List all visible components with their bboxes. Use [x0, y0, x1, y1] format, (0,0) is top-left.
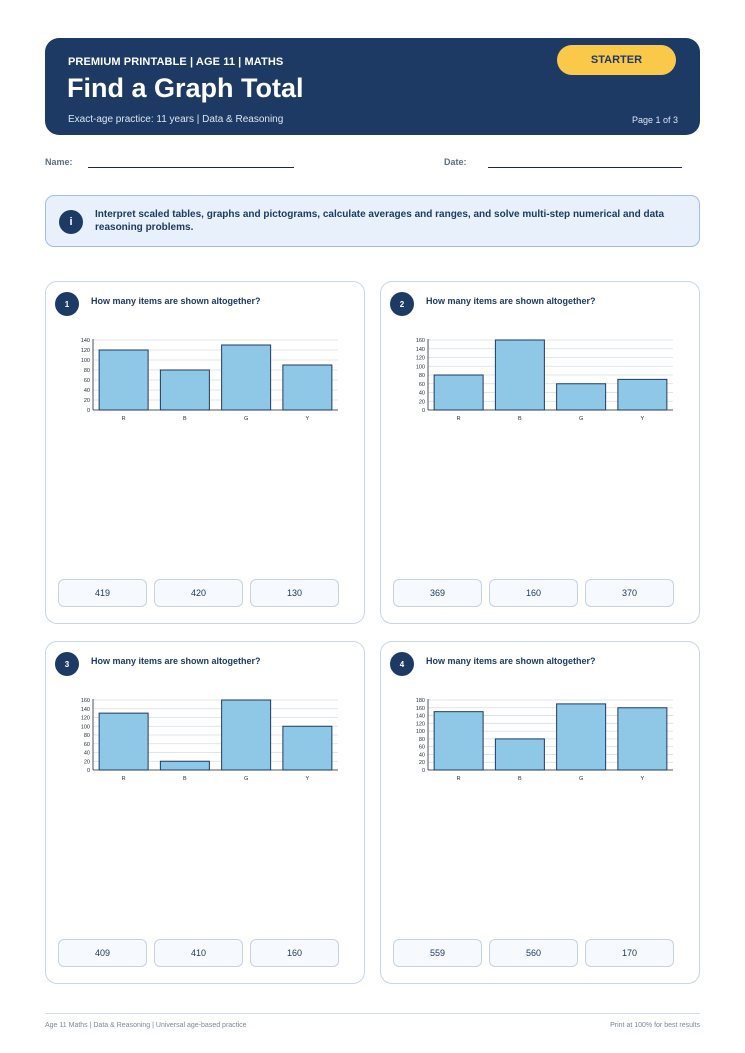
question-card-4 — [380, 641, 700, 984]
y-tick-label: 140 — [80, 338, 90, 344]
x-category-label: G — [243, 776, 249, 782]
bar-g — [557, 704, 606, 770]
y-tick-label: 0 — [421, 768, 425, 774]
y-tick-label: 100 — [80, 358, 90, 364]
header-subtitle: Exact-age practice: 11 years | Data & Reasoning — [68, 114, 284, 125]
x-category-label: Y — [640, 776, 645, 782]
question-card-2 — [380, 281, 700, 624]
question-number: 4 — [390, 652, 414, 676]
header-banner — [45, 38, 700, 135]
y-tick-label: 20 — [83, 759, 90, 766]
y-tick-label: 160 — [415, 338, 425, 344]
answer-choice-b[interactable]: 420 — [154, 579, 243, 607]
y-tick-label: 160 — [80, 698, 90, 704]
y-tick-label: 100 — [415, 729, 425, 736]
y-tick-label: 120 — [80, 348, 90, 354]
x-category-label: R — [121, 776, 126, 782]
y-tick-label: 0 — [421, 408, 425, 414]
y-tick-label: 0 — [86, 768, 90, 774]
date-label: Date: — [444, 157, 467, 167]
y-tick-label: 80 — [83, 368, 90, 374]
bar-y — [283, 365, 332, 410]
x-category-label: G — [578, 776, 584, 782]
level-badge: STARTER — [557, 45, 676, 75]
x-category-label: R — [456, 776, 461, 782]
y-tick-label: 140 — [415, 346, 425, 353]
x-category-label: B — [518, 776, 522, 782]
bar-g — [222, 700, 271, 770]
name-label: Name: — [45, 157, 73, 167]
answer-choice-b[interactable]: 160 — [489, 579, 578, 607]
answer-choice-c[interactable]: 370 — [585, 579, 674, 607]
x-category-label: G — [243, 416, 249, 422]
answer-choice-b[interactable]: 560 — [489, 939, 578, 967]
answer-choice-a[interactable]: 559 — [393, 939, 482, 967]
question-prompt: How many items are shown altogether? — [426, 656, 596, 666]
bar-chart — [381, 692, 701, 792]
y-tick-label: 140 — [80, 706, 90, 713]
header-kicker: PREMIUM PRINTABLE | AGE 11 | MATHS — [68, 56, 284, 68]
question-prompt: How many items are shown altogether? — [91, 296, 261, 306]
question-number: 3 — [55, 652, 79, 676]
name-line[interactable] — [88, 167, 294, 168]
bar-y — [618, 708, 667, 770]
y-tick-label: 120 — [80, 715, 90, 722]
bar-b — [160, 761, 209, 770]
bar-g — [557, 384, 606, 410]
footer-divider — [45, 1013, 700, 1014]
y-tick-label: 60 — [418, 381, 425, 388]
y-tick-label: 120 — [415, 721, 425, 728]
y-tick-label: 140 — [415, 713, 425, 720]
bar-r — [99, 350, 148, 410]
answer-choice-b[interactable]: 410 — [154, 939, 243, 967]
footer-left-text: Age 11 Maths | Data & Reasoning | Universal age-based practice — [45, 1022, 247, 1029]
answer-choice-a[interactable]: 419 — [58, 579, 147, 607]
y-tick-label: 160 — [415, 705, 425, 712]
y-tick-label: 20 — [418, 399, 425, 406]
bar-b — [495, 739, 544, 770]
bar-chart — [46, 692, 366, 792]
question-prompt: How many items are shown altogether? — [91, 656, 261, 666]
y-tick-label: 20 — [418, 760, 425, 767]
x-category-label: R — [456, 416, 461, 422]
bar-chart — [381, 332, 701, 432]
x-category-label: Y — [305, 416, 310, 422]
answer-choice-c[interactable]: 130 — [250, 579, 339, 607]
answer-choice-a[interactable]: 369 — [393, 579, 482, 607]
question-card-3 — [45, 641, 365, 984]
date-line[interactable] — [488, 167, 682, 168]
footer-right-text: Print at 100% for best results — [610, 1022, 700, 1029]
bar-chart — [46, 332, 366, 432]
y-tick-label: 80 — [418, 736, 425, 743]
y-tick-label: 80 — [83, 733, 90, 739]
y-tick-label: 60 — [83, 741, 90, 748]
y-tick-label: 0 — [86, 408, 90, 414]
bar-r — [434, 375, 483, 410]
bar-r — [99, 713, 148, 770]
info-box — [45, 195, 700, 247]
y-tick-label: 40 — [418, 752, 425, 759]
x-category-label: G — [578, 416, 584, 422]
bar-y — [283, 726, 332, 770]
bar-g — [222, 345, 271, 410]
x-category-label: Y — [305, 776, 310, 782]
page-number: Page 1 of 3 — [631, 115, 678, 125]
question-prompt: How many items are shown altogether? — [426, 296, 596, 306]
y-tick-label: 40 — [418, 390, 425, 397]
x-category-label: B — [183, 776, 187, 782]
answer-choice-a[interactable]: 409 — [58, 939, 147, 967]
bar-r — [434, 712, 483, 770]
info-text: Interpret scaled tables, graphs and pictograms, calculate averages and ranges, and solve multi-step numerical and data reasoning problems. — [95, 209, 665, 233]
question-card-1 — [45, 281, 365, 624]
question-number: 2 — [390, 292, 414, 316]
bar-y — [618, 379, 667, 410]
y-tick-label: 60 — [418, 744, 425, 751]
y-tick-label: 100 — [80, 724, 90, 731]
answer-choice-c[interactable]: 170 — [585, 939, 674, 967]
y-tick-label: 20 — [83, 398, 90, 404]
answer-choice-c[interactable]: 160 — [250, 939, 339, 967]
info-icon: i — [59, 210, 83, 234]
y-tick-label: 180 — [415, 698, 425, 704]
question-number: 1 — [55, 292, 79, 316]
page-title: Find a Graph Total — [67, 73, 304, 103]
y-tick-label: 60 — [83, 378, 90, 384]
x-category-label: Y — [640, 416, 645, 422]
x-category-label: R — [121, 416, 126, 422]
y-tick-label: 100 — [415, 364, 425, 371]
x-category-label: B — [183, 416, 187, 422]
x-category-label: B — [518, 416, 522, 422]
y-tick-label: 80 — [418, 373, 425, 379]
y-tick-label: 120 — [415, 355, 425, 362]
y-tick-label: 40 — [83, 750, 90, 757]
bar-b — [495, 340, 544, 410]
bar-b — [160, 370, 209, 410]
y-tick-label: 40 — [83, 388, 90, 394]
